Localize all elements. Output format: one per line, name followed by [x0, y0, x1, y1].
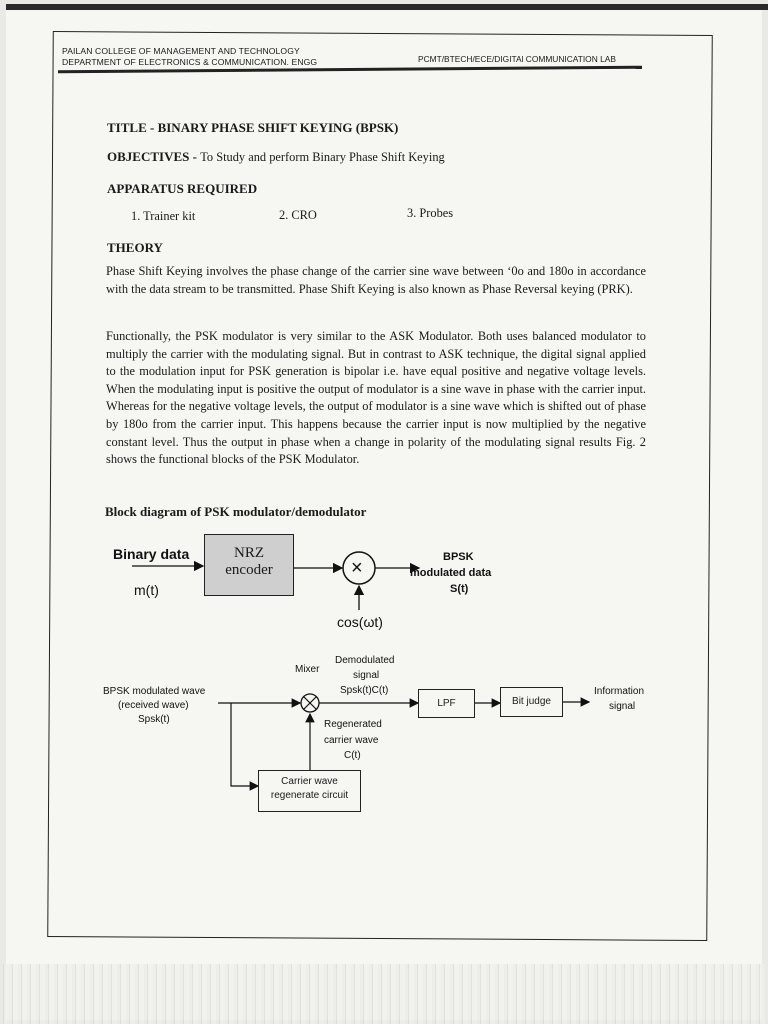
carrier-box-label-2: regenerate circuit [270, 790, 349, 801]
nrz-label: NRZ [234, 545, 264, 561]
department-name: DEPARTMENT OF ELECTRONICS & COMMUNICATION. ENGG [62, 57, 318, 67]
theory-paragraph-2: Functionally, the PSK modulator is very similar to the ASK Modulator. Both uses balanced modulator to multiply the carrier with the modulating signal. But in contrast to ASK technique, the digital signal applied to the modulation input for PSK generation is bipolar i.e. have equal positive and negative voltage levels. When the modulating input is positive the output of modulator is a sine wave in phase with the carrier input. Whereas for the negative voltage levels, the output of modulator is a sine wave which is shifted out of phase by 180o from the carrier input. This happens because the carrier input is now multiplied by the negative constant level. Thus the output in phase when a change in polarity of the modulating signal results Fig. 2 shows the functional blocks of the PSK Modulator. [106, 329, 646, 467]
received-wave-label-2: (received wave) [118, 700, 189, 711]
demodulated-label-2: signal [353, 670, 380, 681]
regenerated-label-3: C(t) [344, 750, 361, 761]
objectives-text: To Study and perform Binary Phase Shift Keying [200, 150, 445, 164]
information-label-1: Information [594, 686, 645, 697]
apparatus-item-1: 1. Trainer kit [131, 209, 196, 223]
bpsk-output-label-2: modulated data [410, 567, 492, 579]
received-wave-label-3: Spsk(t) [138, 714, 170, 725]
college-name: PAILAN COLLEGE OF MANAGEMENT AND TECHNOLOGY [62, 46, 300, 56]
encoder-label: encoder [225, 562, 273, 578]
theory-paragraph-1: Phase Shift Keying involves the phase change of the carrier sine wave between ‘0o and 180o in accordance with the data stream to be transmitted. Phase Shift Keying is also known as Phase Reversal keying (PRK). [106, 264, 646, 296]
diagram-heading: Block diagram of PSK modulator/demodulator [105, 504, 367, 519]
carrier-box-label-1: Carrier wave [281, 776, 338, 787]
apparatus-item-2: 2. CRO [279, 208, 317, 222]
apparatus-heading: APPARATUS REQUIRED [107, 181, 258, 196]
carrier-label: cos(ωt) [337, 614, 383, 630]
branch-to-carrier-circuit [231, 703, 258, 786]
received-wave-label-1: BPSK modulated wave [103, 686, 206, 697]
bpsk-output-label-3: S(t) [450, 583, 469, 595]
bit-judge-block: Bit judge [500, 687, 563, 717]
nrz-encoder-block [204, 534, 294, 596]
carrier-regenerate-block [258, 770, 361, 812]
mixer-label: Mixer [295, 664, 320, 675]
binary-data-label: Binary data [113, 546, 190, 562]
course-code: PCMT/BTECH/ECE/DIGITAl COMMUNICATION LAB [418, 54, 616, 64]
apparatus-item-3: 3. Probes [407, 206, 454, 220]
demodulated-label-3: Spsk(t)C(t) [340, 685, 389, 696]
multiply-icon: × [351, 557, 363, 579]
document-title: TITLE - BINARY PHASE SHIFT KEYING (BPSK) [107, 120, 399, 135]
lpf-block: LPF [418, 689, 475, 718]
scan-noise-strip [0, 964, 768, 1024]
demodulated-label-1: Demodulated [335, 655, 395, 666]
objectives-label: OBJECTIVES - [107, 149, 197, 164]
regenerated-label-2: carrier wave [324, 735, 379, 746]
mt-label: m(t) [134, 582, 159, 598]
regenerated-label-1: Regenerated [324, 719, 382, 730]
theory-heading: THEORY [107, 240, 163, 255]
information-label-2: signal [609, 701, 636, 712]
bpsk-output-label-1: BPSK [443, 551, 474, 563]
